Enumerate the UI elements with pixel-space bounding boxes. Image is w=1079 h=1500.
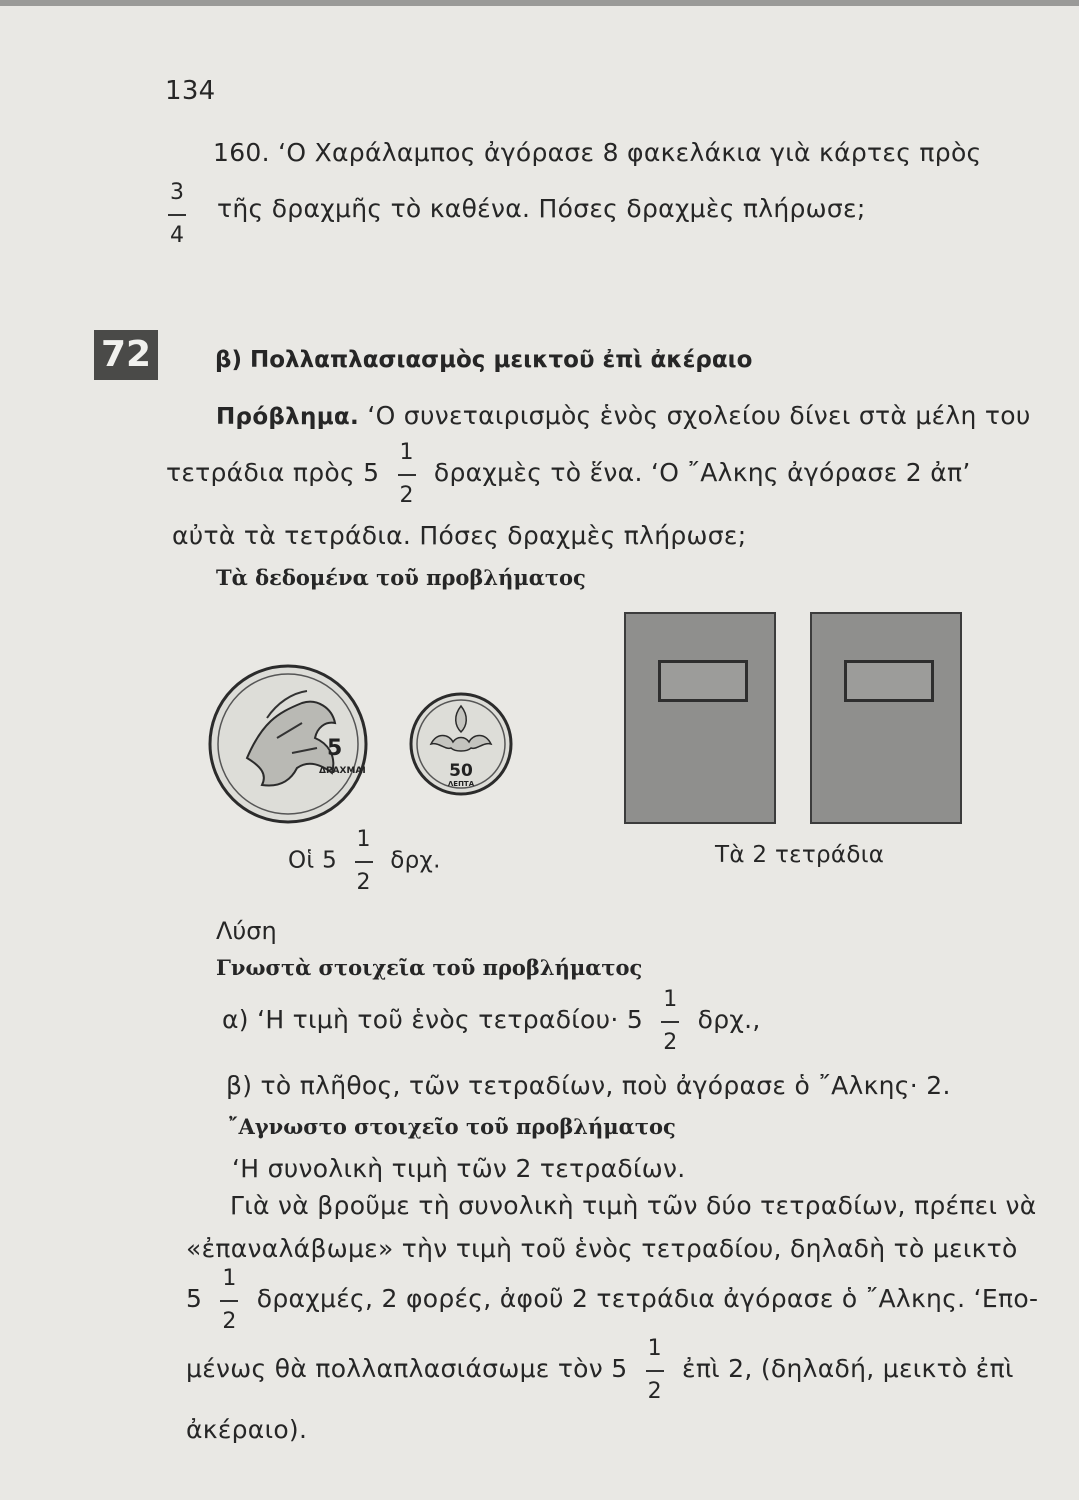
- fraction-denominator: 2: [399, 483, 414, 508]
- known-item-a-pre: α) ‘Η τιμὴ τοῦ ἑνὸς τετραδίου· 5: [222, 1005, 644, 1034]
- fraction-bar: [168, 214, 186, 216]
- paragraph-line-4-pre: μένως θὰ πολλαπλασιάσωμε τὸν 5: [186, 1354, 628, 1383]
- problem-line-1: [216, 401, 1031, 430]
- coin-large-value: 5: [327, 736, 343, 761]
- fraction-denominator: 2: [663, 1030, 678, 1055]
- paragraph-line-3: [186, 1266, 1038, 1334]
- section-badge: 72: [94, 330, 158, 380]
- caption-notebooks: Τὰ 2 τετράδια: [715, 842, 885, 868]
- known-heading: Γνωστὰ στοιχεῖα τοῦ προβλήματος: [216, 955, 643, 980]
- section-heading: β) Πολλαπλασιασμὸς μεικτοῦ ἐπὶ ἀκέραιο: [215, 347, 753, 373]
- known-item-b: β) τὸ πλῆθος, τῶν τετραδίων, ποὺ ἀγόρασε ὁ ῎Αλκης· 2.: [226, 1071, 951, 1100]
- paragraph-line-3-post: δραχμές, 2 φορές, ἀφοῦ 2 τετράδια ἀγόρασε ὁ ῎Αλκης. ‘Επο-: [256, 1284, 1039, 1313]
- paragraph-line-4-post: ἐπὶ 2, (δηλαδή, μεικτὸ ἐπὶ: [682, 1354, 1014, 1383]
- coin-small-unit: ΛΕΠΤΑ: [447, 780, 475, 788]
- paragraph-line-2: «ἐπαναλάβωμε» τὴν τιμὴ τοῦ ἑνὸς τετραδίου, δηλαδὴ τὸ μεικτὸ: [186, 1234, 1018, 1263]
- fraction-denominator: 2: [222, 1309, 237, 1334]
- fraction-numerator: 1: [356, 827, 371, 852]
- problem-line-2: [166, 440, 971, 508]
- paragraph-line-5: ἀκέραιο).: [186, 1415, 308, 1444]
- unknown-heading: ῎Αγνωστο στοιχεῖο τοῦ προβλήματος: [228, 1114, 676, 1139]
- problem-text-2a: τετράδια πρὸς 5: [166, 458, 380, 487]
- coin-five-drachmas-icon: [207, 663, 369, 825]
- fraction-denominator: 4: [170, 223, 184, 248]
- given-heading: Τὰ δεδομένα τοῦ προβλήματος: [216, 565, 586, 590]
- exercise-line-1: 160. ‘Ο Χαράλαμπος ἀγόρασε 8 φακελάκια γιὰ κάρτες πρὸς: [213, 138, 982, 167]
- coin-fifty-lepta-icon: [409, 692, 513, 796]
- exercise-fraction: [168, 180, 186, 248]
- fraction-numerator: 1: [663, 987, 678, 1012]
- caption-coins: [288, 827, 441, 895]
- caption-coins-post: δρχ.: [390, 847, 441, 874]
- caption-coins-pre: Οἱ 5: [288, 847, 338, 874]
- fraction-denominator: 2: [647, 1379, 662, 1404]
- paragraph-line-3-pre: 5: [186, 1284, 203, 1313]
- fraction-bar: [220, 1300, 238, 1302]
- paragraph-line-4: [186, 1336, 1014, 1404]
- fraction-bar: [646, 1370, 664, 1372]
- fraction-numerator: 1: [647, 1336, 662, 1361]
- notebook-label-box: [844, 660, 934, 702]
- fraction-denominator: 2: [356, 870, 371, 895]
- page-number: 134: [165, 76, 216, 106]
- fraction-bar: [398, 474, 416, 476]
- problem-label: Πρόβλημα.: [216, 404, 360, 430]
- exercise-line-2: τῆς δραχμῆς τὸ καθένα. Πόσες δραχμὲς πλήρωσε;: [217, 194, 866, 223]
- fraction-numerator: 1: [222, 1266, 237, 1291]
- notebook-label-box: [658, 660, 748, 702]
- problem-text-2b: δραχμὲς τὸ ἕνα. ‘Ο ῎Αλκης ἀγόρασε 2 ἀπ’: [433, 458, 971, 487]
- paragraph-line-1: Γιὰ νὰ βροῦμε τὴ συνολικὴ τιμὴ τῶν δύο τετραδίων, πρέπει νὰ: [230, 1191, 1037, 1220]
- fraction-numerator: 1: [399, 440, 414, 465]
- notebook-icon: [810, 612, 962, 824]
- notebook-icon: [624, 612, 776, 824]
- solution-heading: Λύση: [216, 917, 277, 945]
- fraction-bar: [661, 1021, 679, 1023]
- problem-text-1: ‘Ο συνεταιρισμὸς ἑνὸς σχολείου δίνει στὰ μέλη του: [367, 401, 1031, 430]
- page-top-edge: [0, 0, 1079, 6]
- unknown-text: ‘Η συνολικὴ τιμὴ τῶν 2 τετραδίων.: [232, 1154, 686, 1183]
- known-item-a: [222, 987, 761, 1055]
- coin-small-value: 50: [449, 761, 473, 781]
- known-item-a-post: δρχ.,: [697, 1005, 761, 1034]
- fraction-numerator: 3: [170, 180, 184, 205]
- coin-large-rim: ΔΡΑΧΜΑΙ: [319, 766, 366, 776]
- fraction-bar: [355, 861, 373, 863]
- problem-line-3: αὐτὰ τὰ τετράδια. Πόσες δραχμὲς πλήρωσε;: [172, 521, 747, 550]
